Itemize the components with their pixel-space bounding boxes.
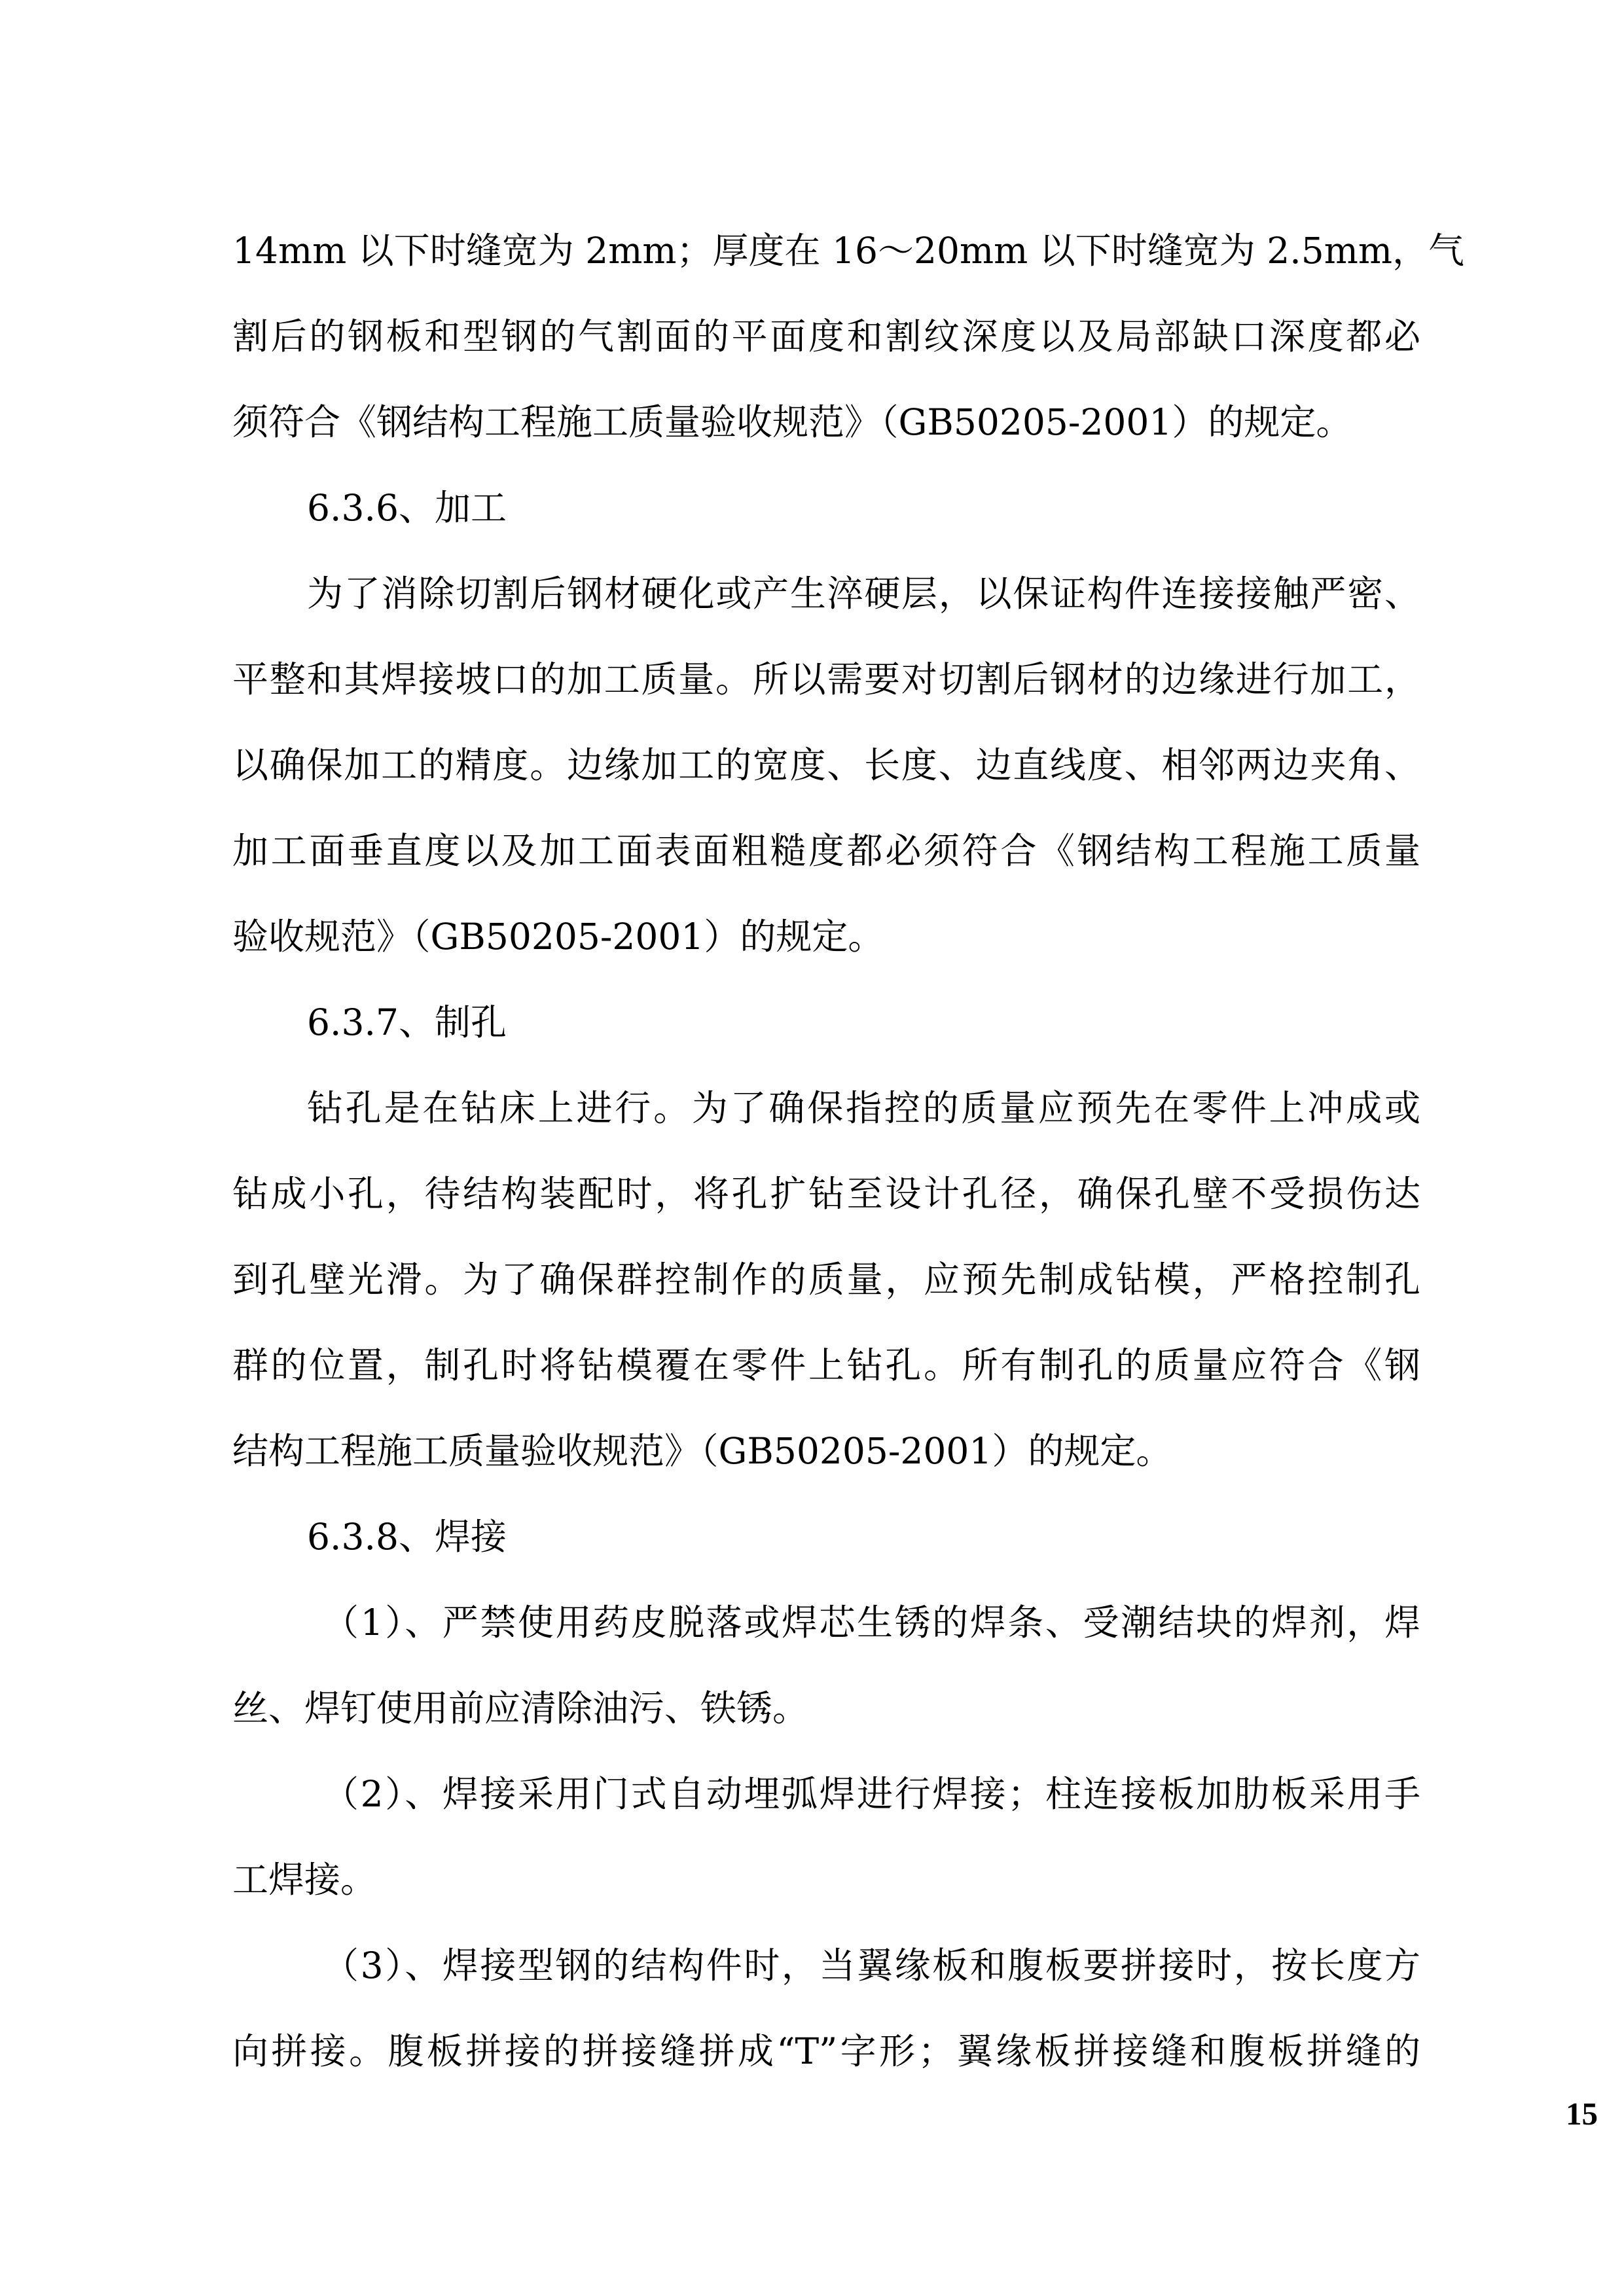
body-line-13: 到孔壁光滑。为了确保群控制作的质量，应预先制成钻模，严格控制孔 bbox=[232, 1259, 1420, 1300]
body-line-11: 钻孔是在钻床上进行。为了确保指控的质量应预先在零件上冲成或 bbox=[307, 1087, 1420, 1129]
list-item-1-line-2: 丝、焊钉使用前应清除油污、铁锈。 bbox=[232, 1687, 809, 1729]
page-number: 15 bbox=[1566, 2096, 1598, 2132]
body-line-2: 割后的钢板和型钢的气割面的平面度和割纹深度以及局部缺口深度都必 bbox=[232, 315, 1420, 357]
body-line-8: 加工面垂直度以及加工面表面粗糙度都必须符合《钢结构工程施工质量 bbox=[232, 830, 1420, 872]
body-line-15: 结构工程施工质量验收规范》（GB50205-2001）的规定。 bbox=[232, 1430, 1172, 1472]
list-item-3-line-1: （3）、焊接型钢的结构件时，当翼缘板和腹板要拼接时，按长度方 bbox=[323, 1945, 1420, 1986]
body-line-5: 为了消除切割后钢材硬化或产生淬硬层，以保证构件连接接触严密、 bbox=[307, 573, 1420, 615]
list-item-1-line-1: （1）、严禁使用药皮脱落或焊芯生锈的焊条、受潮结块的焊剂，焊 bbox=[323, 1602, 1420, 1643]
section-heading-6-3-8: 6.3.8、焊接 bbox=[307, 1516, 507, 1558]
body-line-14: 群的位置，制孔时将钻模覆在零件上钻孔。所有制孔的质量应符合《钢 bbox=[232, 1344, 1420, 1386]
list-item-2-line-1: （2）、焊接采用门式自动埋弧焊进行焊接；柱连接板加肋板采用手 bbox=[323, 1773, 1420, 1815]
body-line-7: 以确保加工的精度。边缘加工的宽度、长度、边直线度、相邻两边夹角、 bbox=[232, 744, 1420, 786]
list-item-2-line-2: 工焊接。 bbox=[232, 1859, 377, 1901]
body-line-3: 须符合《钢结构工程施工质量验收规范》（GB50205-2001）的规定。 bbox=[232, 401, 1352, 443]
section-heading-6-3-7: 6.3.7、制孔 bbox=[307, 1001, 507, 1043]
body-line-1: 14mm 以下时缝宽为 2mm；厚度在 16～20mm 以下时缝宽为 2.5mm，气 bbox=[232, 230, 1465, 272]
list-item-3-line-2: 向拼接。腹板拼接的拼接缝拼成“T”字形；翼缘板拼接缝和腹板拼缝的 bbox=[232, 2030, 1420, 2072]
body-line-6: 平整和其焊接坡口的加工质量。所以需要对切割后钢材的边缘进行加工， bbox=[232, 658, 1420, 700]
body-line-12: 钻成小孔，待结构装配时，将孔扩钻至设计孔径，确保孔壁不受损伤达 bbox=[232, 1173, 1420, 1215]
section-heading-6-3-6: 6.3.6、加工 bbox=[307, 487, 507, 529]
body-line-9: 验收规范》（GB50205-2001）的规定。 bbox=[232, 916, 884, 958]
document-body bbox=[232, 208, 1465, 2094]
